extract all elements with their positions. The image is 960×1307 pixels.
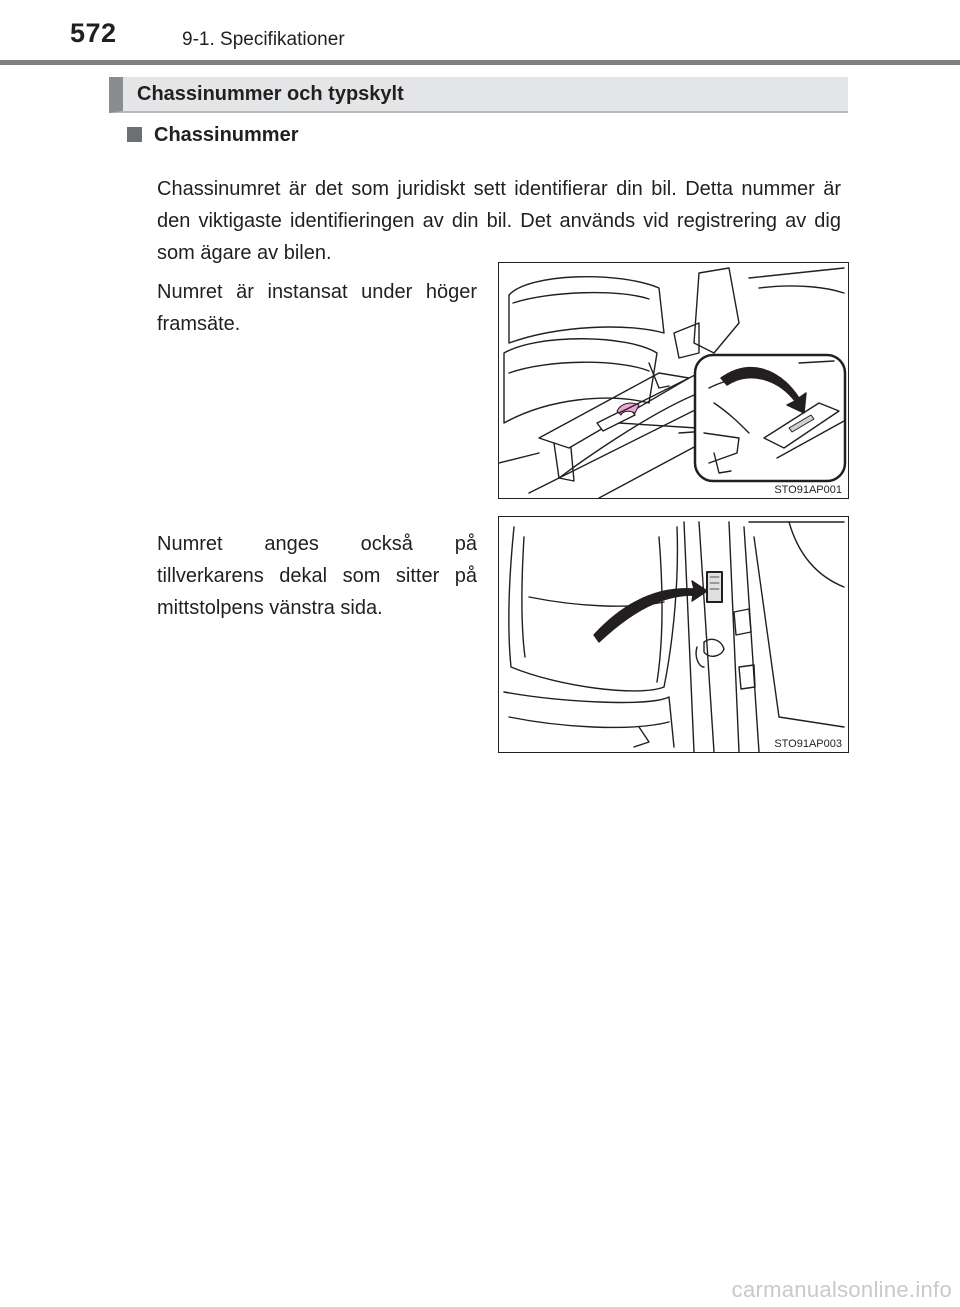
subsection-heading (127, 124, 299, 147)
figure-code: STO91AP001 (774, 484, 842, 496)
watermark: carmanualsonline.info (731, 1277, 952, 1302)
paragraph-pillar-label: Numret anges också på tillverkarens dekal som sitter på mittstolpens vänstra sida. (157, 533, 477, 619)
page-number: 572 (70, 18, 117, 48)
bullet-square-icon (127, 127, 142, 142)
figure-seat-illustration (498, 262, 849, 499)
figure-code: STO91AP003 (774, 738, 842, 750)
header-rule (0, 60, 960, 65)
section-banner (109, 77, 848, 113)
paragraph-chassis-intro: Chassinumret är det som juridiskt sett identifierar din bil. Detta nummer är den viktigaste identifieringen av din bil. Det används vid registrering av dig som ägare av bilen. (157, 178, 841, 264)
figure-pillar-illustration (498, 516, 849, 753)
subsection-title: Chassinummer (154, 124, 299, 146)
seat-illustration (499, 263, 848, 498)
section-title: Chassinummer och typskylt (137, 83, 404, 105)
chapter-title: 9-1. Specifikationer (182, 29, 345, 50)
pillar-illustration (499, 517, 848, 752)
paragraph-under-seat: Numret är instansat under höger framsäte. (157, 281, 477, 335)
